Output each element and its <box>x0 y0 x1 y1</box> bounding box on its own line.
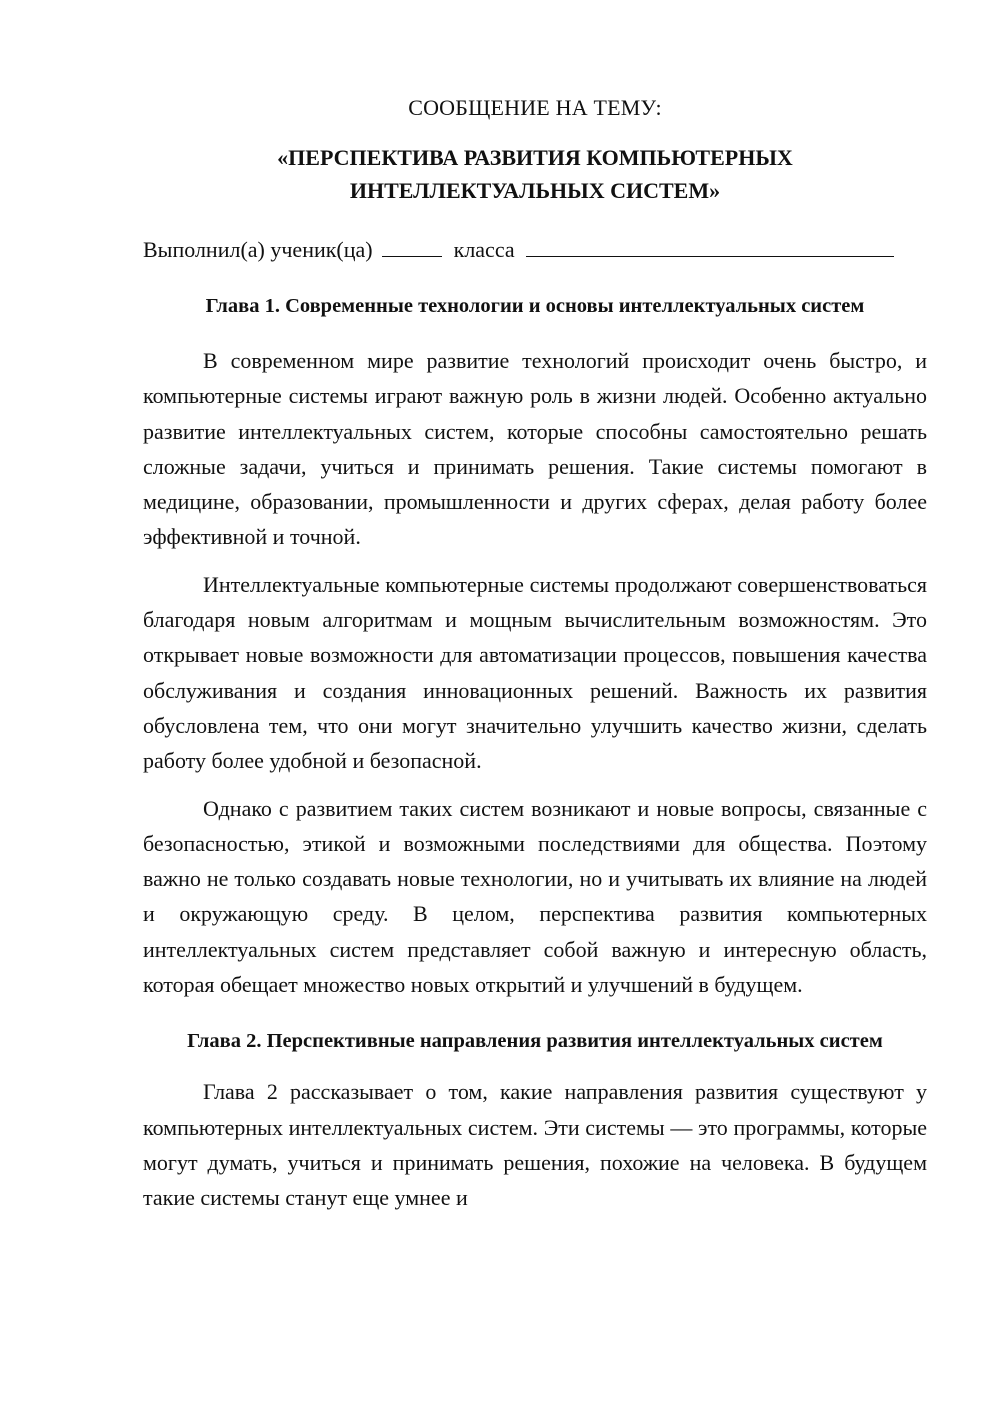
chapter-1-paragraph: Интеллектуальные компьютерные системы продолжают совершенствоваться благодаря новым алгоритмам и мощным вычислительным возможностям. Это открывает новые возможности для автоматизации процессов, повышения качества обслуживания и создания инновационных решений. Важность их развития обусловлена тем, что они могут значительно улучшить качество жизни, сделать работу более удобной и безопасной. <box>143 571 927 774</box>
author-line <box>143 235 927 265</box>
chapter-1-heading: Глава 1. Современные технологии и основы интеллектуальных систем <box>205 295 865 317</box>
chapter-1-paragraph: В современном мире развитие технологий происходит очень быстро, и компьютерные системы играют важную роль в жизни людей. Особенно актуально развитие интеллектуальных систем, которые способны самостоятельно решать сложные задачи, учиться и принимать решения. Такие системы помогают в медицине, образовании, промышленности и других сферах, делая работу более эффективной и точной. <box>143 348 927 550</box>
chapter-2-paragraph: Глава 2 рассказывает о том, какие направления развития существуют у компьютерных интеллектуальных систем. Эти системы — это программы, которые могут думать, учиться и принимать решения, похожие на человека. В будущем такие системы станут еще умнее и <box>143 1079 927 1211</box>
author-prefix: Выполнил(а) ученик(ца) <box>143 237 373 262</box>
document-title <box>143 141 927 207</box>
document-title-line-2: ИНТЕЛЛЕКТУАЛЬНЫХ СИСТЕМ» <box>349 178 721 203</box>
class-blank-field <box>382 236 442 257</box>
chapter-1-paragraph: Однако с развитием таких систем возникают и новые вопросы, связанные с безопасностью, этикой и возможными последствиями для общества. Поэтому важно не только создавать новые технологии, но и учитывать их влияние на людей и окружающую среду. В целом, перспектива развития компьютерных интеллектуальных систем представляет собой важную и интересную область, которая обещает множество новых открытий и улучшений в будущем. <box>143 795 927 998</box>
name-blank-field <box>526 236 894 257</box>
chapter-2-heading: Глава 2. Перспективные направления развития интеллектуальных систем <box>187 1030 883 1053</box>
document-header: СООБЩЕНИЕ НА ТЕМУ: <box>408 95 662 120</box>
document-title-line-1: «ПЕРСПЕКТИВА РАЗВИТИЯ КОМПЬЮТЕРНЫХ <box>277 145 793 170</box>
author-class-label: класса <box>453 237 515 262</box>
